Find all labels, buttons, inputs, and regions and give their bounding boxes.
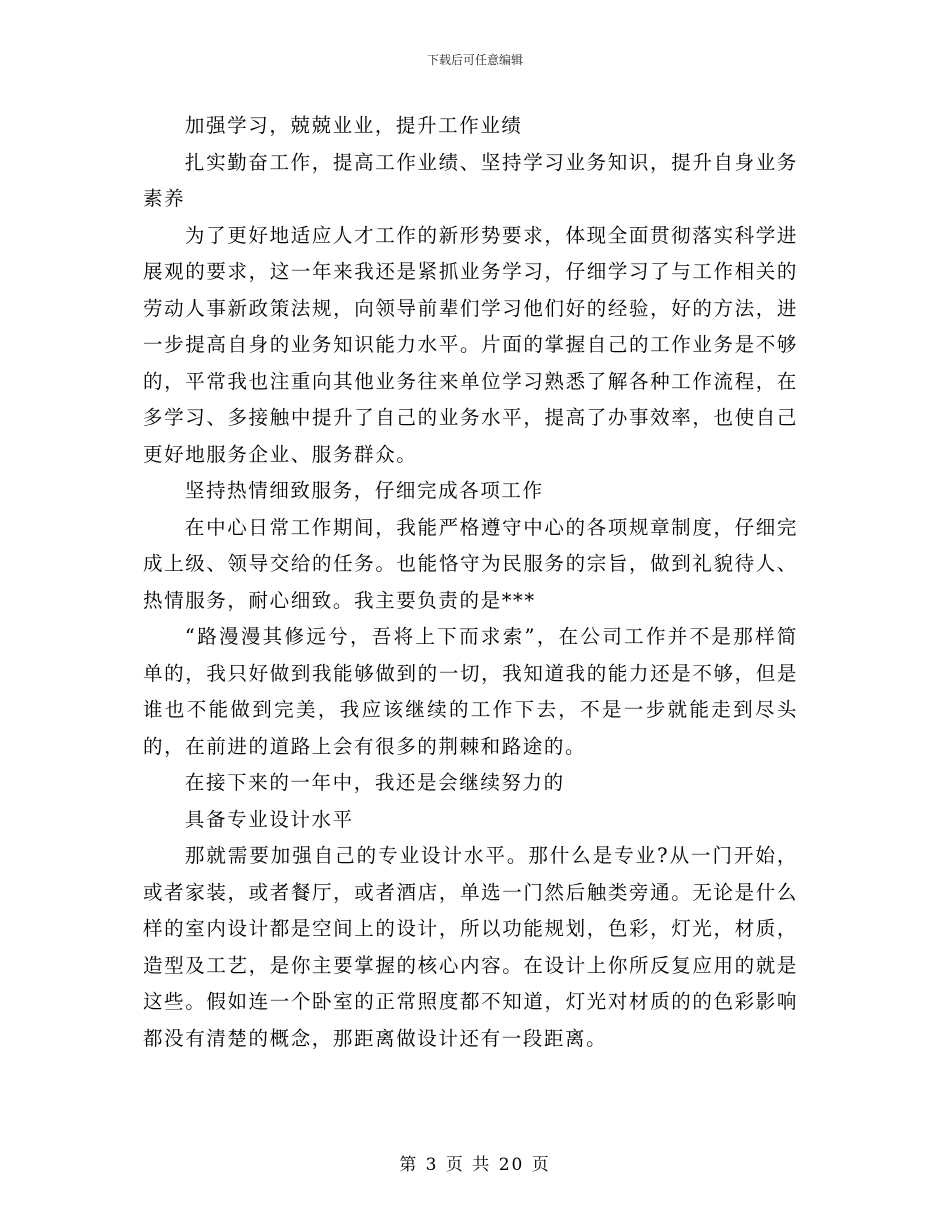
section-heading-learning: 加强学习，兢兢业业，提升工作业绩	[184, 114, 523, 137]
document-body	[143, 108, 798, 1057]
paragraph-learning: 为了更好地适应人才工作的新形势要求，体现全面贯彻落实科学进展观的要求，这一年来我还是紧抓业务学习，仔细学习了与工作相关的劳动人事新政策法规，向领导前辈们学习他们好的经验，好的方法，进一步提高自身的业务知识能力水平。片面的掌握自己的工作业务是不够的，平常我也注重向其他业务往来单位学习熟悉了解各种工作流程，在多学习、多接触中提升了自己的业务水平，提高了办事效率，也使自己更好地服务企业、服务群众。	[143, 223, 798, 466]
paragraph-design: 那就需要加强自己的专业设计水平。那什么是专业?从一门开始，或者家装，或者餐厅，或者酒店，单选一门然后触类旁通。无论是什么样的室内设计都是空间上的设计，所以功能规划，色彩，灯光，材质，造型及工艺，是你主要掌握的核心内容。在设计上你所反复应用的就是这些。假如连一个卧室的正常照度都不知道，灯光对材质的的色彩影响都没有清楚的概念，那距离做设计还有一段距离。	[143, 844, 798, 1050]
page-number: 第 3 页 共 20 页	[399, 1155, 551, 1175]
section-heading-design: 具备专业设计水平	[184, 807, 354, 831]
page-header-note: 下载后可任意编辑	[426, 53, 523, 67]
paragraph-next-year: 在接下来的一年中，我还是会继续努力的	[184, 771, 565, 794]
paragraph-quote: “路漫漫其修远兮，吾将上下而求索”，在公司工作并不是那样简单的，我只好做到我能够做到的一切，我知道我的能力还是不够，但是谁也不能做到完美，我应该继续的工作下去，不是一步就能走到尽头的，在前进的道路上会有很多的荆棘和路途的。	[143, 625, 798, 758]
section-heading-service: 坚持热情细致服务，仔细完成各项工作	[184, 479, 544, 502]
subheading-diligent-work: 扎实勤奋工作，提高工作业绩、坚持学习业务知识，提升自身业务素养	[143, 150, 798, 210]
paragraph-service: 在中心日常工作期间，我能严格遵守中心的各项规章制度，仔细完成上级、领导交给的任务。也能恪守为民服务的宗旨，做到礼貌待人、热情服务，耐心细致。我主要负责的是***	[143, 515, 798, 612]
